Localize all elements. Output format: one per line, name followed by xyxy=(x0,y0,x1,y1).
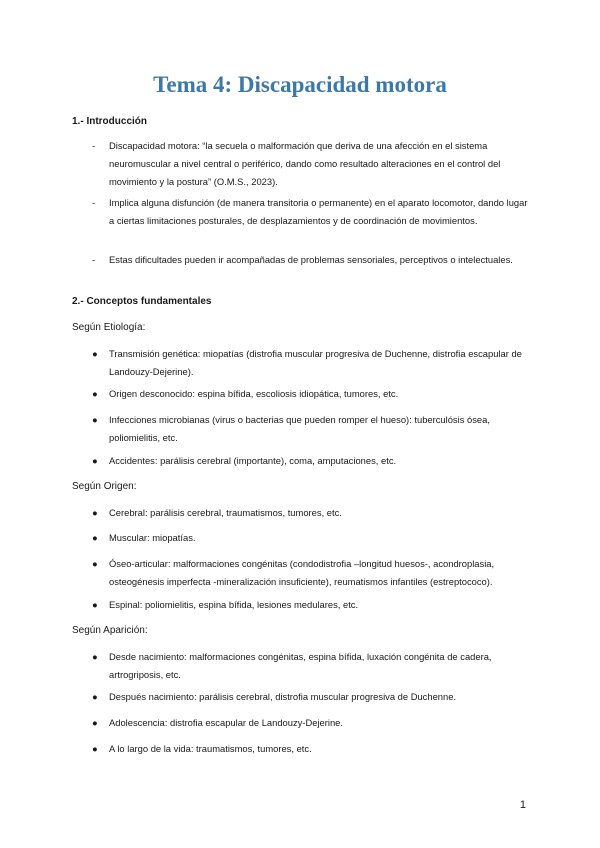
list-item: ● Después nacimiento: parálisis cerebral, distrofia muscular progresiva de Duchenne. xyxy=(92,688,532,706)
list-item: ● Origen desconocido: espina bífida, escoliosis idiopática, tumores, etc. xyxy=(92,385,532,403)
bullet-marker: ● xyxy=(92,348,98,359)
section-heading-introduccion: 1.- Introducción xyxy=(72,116,147,127)
bullet-marker: ● xyxy=(92,651,98,662)
list-item: ● Transmisión genética: miopatías (distrofia muscular progresiva de Duchenne, distrofia escapular de Landouzy-Dejerine). xyxy=(92,345,532,381)
list-item: ● Infecciones microbianas (virus o bacterias que pueden romper el hueso): tuberculósis ósea, poliomielitis, etc. xyxy=(92,411,532,447)
dash-marker: - xyxy=(92,197,96,208)
list-item: ● Espinal: poliomielitis, espina bífida, lesiones medulares, etc. xyxy=(92,596,532,614)
dash-marker: - xyxy=(92,254,96,265)
dash-marker: - xyxy=(92,140,96,151)
subheading-etiologia: Según Etiología: xyxy=(72,322,146,333)
page-title: Tema 4: Discapacidad motora xyxy=(153,72,447,97)
bullet-marker: ● xyxy=(92,717,98,728)
section-heading-conceptos: 2.- Conceptos fundamentales xyxy=(72,296,212,307)
subheading-origen: Según Origen: xyxy=(72,481,137,492)
list-item: ● A lo largo de la vida: traumatismos, tumores, etc. xyxy=(92,740,532,758)
list-item: ● Muscular: miopatías. xyxy=(92,529,532,547)
bullet-marker: ● xyxy=(92,532,98,543)
bullet-marker: ● xyxy=(92,455,98,466)
list-item: - Implica alguna disfunción (de manera transitoria o permanente) en el aparato locomotor, dando lugar a ciertas limitaciones posturales, de desplazamientos y de coordinación de movimientos. xyxy=(92,194,532,230)
subheading-aparicion: Según Aparición: xyxy=(72,625,148,636)
list-item: ● Óseo-articular: malformaciones congénitas (condodistrofia –longitud huesos-, acondroplasia, osteogénesis imperfecta -mineralización insuficiente), reumatismos infantiles (estreptococo). xyxy=(92,555,532,591)
bullet-marker: ● xyxy=(92,743,98,754)
bullet-marker: ● xyxy=(92,599,98,610)
list-item: ● Cerebral: parálisis cerebral, traumatismos, tumores, etc. xyxy=(92,504,532,522)
list-item: ● Adolescencia: distrofia escapular de Landouzy-Dejerine. xyxy=(92,714,532,732)
bullet-marker: ● xyxy=(92,388,98,399)
bullet-marker: ● xyxy=(92,414,98,425)
bullet-marker: ● xyxy=(92,507,98,518)
page-number: 1 xyxy=(519,799,526,811)
list-item: ● Desde nacimiento: malformaciones congénitas, espina bífida, luxación congénita de cadera, artrogriposis, etc. xyxy=(92,648,532,684)
list-item: ● Accidentes: parálisis cerebral (importante), coma, amputaciones, etc. xyxy=(92,452,532,470)
bullet-marker: ● xyxy=(92,558,98,569)
bullet-marker: ● xyxy=(92,691,98,702)
list-item: - Discapacidad motora: “la secuela o malformación que deriva de una afección en el sistema neuromuscular a nivel central o periférico, dando como resultado alteraciones en el control del movimiento y la postura” (O.M.S., 2023). xyxy=(92,137,532,191)
list-item: - Estas dificultades pueden ir acompañadas de problemas sensoriales, perceptivos o intelectuales. xyxy=(92,251,532,269)
